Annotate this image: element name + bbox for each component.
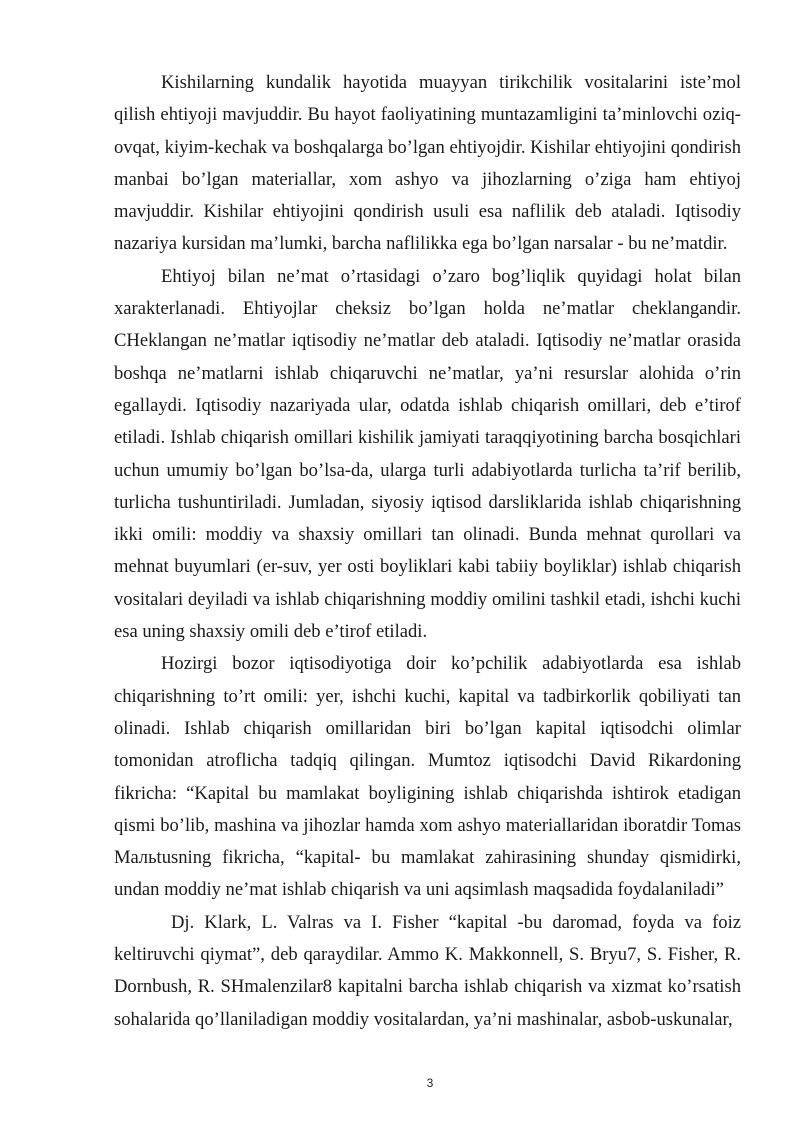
paragraph: Ehtiyoj bilan ne’mat o’rtasidagi o’zaro bog’liqlik quyidagi holat bilan xarakterlanadi. Ehtiyojlar cheksiz bo’lgan holda ne’matlar cheklangandir. CHeklangan ne’matlar iqtisodiy ne’matlar deb ataladi. Iqtisodiy ne’matlar orasida boshqa ne’matlarni ishlab chiqaruvchi ne’matlar, ya’ni resurslar alohida o’rin egallaydi. Iqtisodiy nazariyada ular, odatda ishlab chiqarish omillari, deb e’tirof etiladi. Ishlab chiqarish omillari kishilik jamiyati taraqqiyotining barcha bosqichlari uchun umumiy bo’lgan bo’lsa-da, ularga turli adabiyotlarda turlicha ta’rif berilib, turlicha tushuntiriladi. Jumladan, siyosiy iqtisod darsliklarida ishlab chiqarishning ikki omili: moddiy va shaxsiy omillari tan olinadi. Bunda mehnat qurollari va mehnat buyumlari (er-suv, yer osti boyliklari kabi tabiiy boyliklar) ishlab chiqarish vositalari deyiladi va ishlab chiqarishning moddiy omilini tashkil etadi, ishchi kuchi esa uning shaxsiy omili deb e’tirof etiladi. [114, 265, 741, 643]
page-number: 3 [426, 1076, 434, 1090]
document-body [114, 67, 741, 1036]
paragraph: Hozirgi bozor iqtisodiyotiga doir ko’pchilik adabiyotlarda esa ishlab chiqarishning to’rt omili: yer, ishchi kuchi, kapital va tadbirkorlik qobiliyati tan olinadi. Ishlab chiqarish omillaridan biri bo’lgan kapital iqtisodchi olimlar tomonidan atroflicha tadqiq qilingan. Mumtoz iqtisodchi David Rikardoning fikricha: “Kapital bu mamlakat boyligining ishlab chiqarishda ishtirok etadigan qismi bo’lib, mashina va jihozlar hamda xom ashyo materiallaridan iboratdir Tomas Maльtusning fikricha, “kapital- bu mamlakat zahirasining shunday qismidirki, undan moddiy ne’mat ishlab chiqarish va uni aqsimlash maqsadida foydalaniladi” [114, 653, 741, 901]
paragraph: Dj. Klark, L. Valras va I. Fisher “kapital -bu daromad, foyda va foiz keltiruvchi qiymat”, deb qaraydilar. Ammo K. Makkonnell, S. Bryu7, S. Fisher, R. Dornbush, R. SHmalenzilar8 kapitalni barcha ishlab chiqarish va xizmat ko’rsatish sohalarida qo’llaniladigan moddiy vositalardan, ya’ni mashinalar, asbob-uskunalar, [114, 911, 741, 1030]
paragraph: Kishilarning kundalik hayotida muayyan tirikchilik vositalarini iste’mol qilish ehtiyoji mavjuddir. Bu hayot faoliyatining muntazamligini ta’minlovchi oziq-ovqat, kiyim-kechak va boshqalarga bo’lgan ehtiyojdir. Kishilar ehtiyojini qondirish manbai bo’lgan materiallar, xom ashyo va jihozlarning o’ziga ham ehtiyoj mavjuddir. Kishilar ehtiyojini qondirish usuli esa naflilik deb ataladi. Iqtisodiy nazariya kursidan ma’lumki, barcha naflilikka ega bo’lgan narsalar - bu ne’matdir. [114, 72, 741, 255]
